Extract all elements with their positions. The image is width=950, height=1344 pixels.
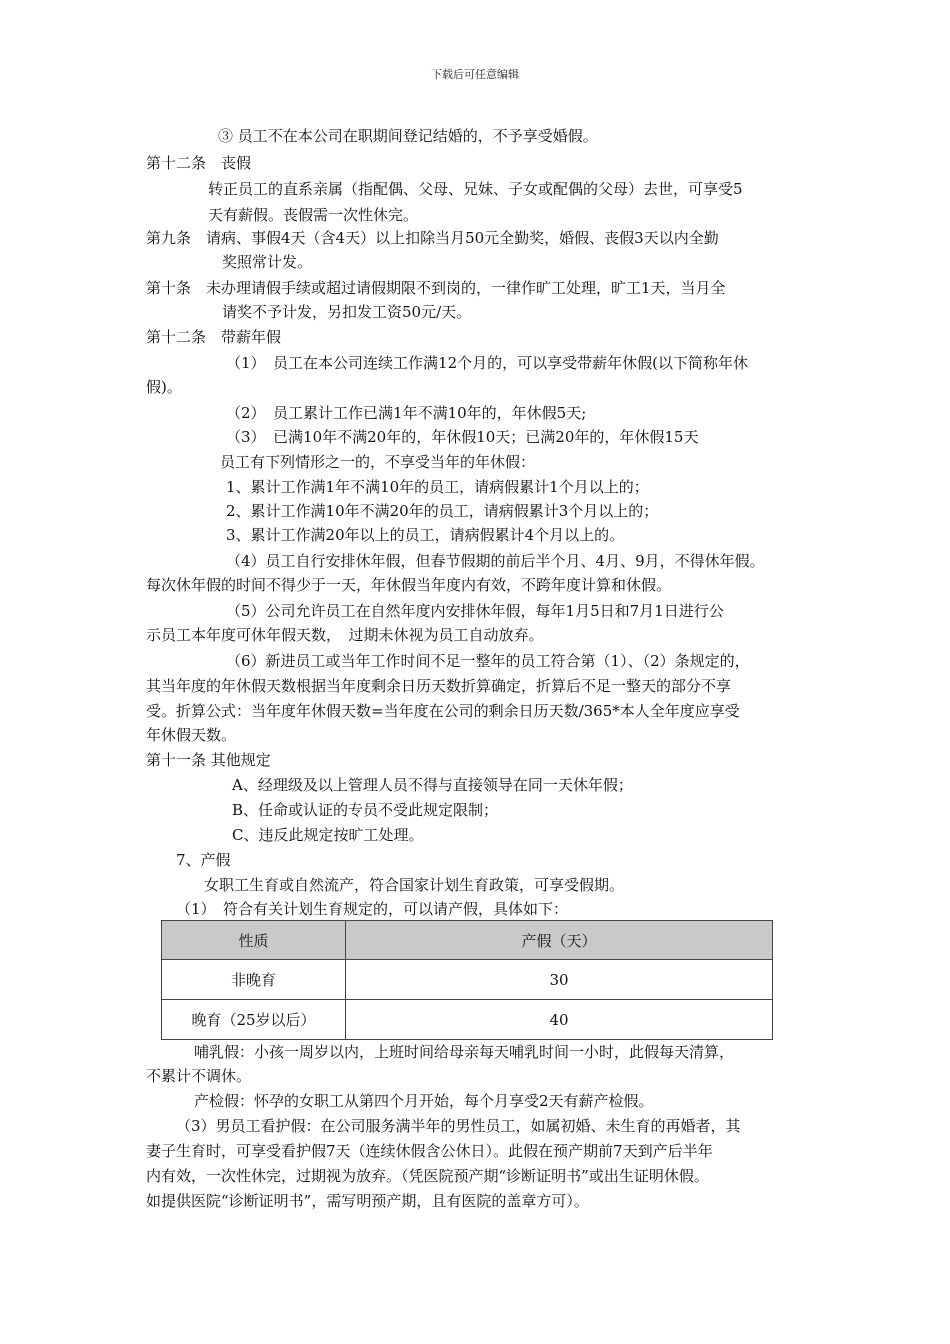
text-line: 每次休年假的时间不得少于一天，年休假当年度内有效，不跨年度计算和休假。	[146, 576, 672, 594]
text-line: 假)。	[146, 378, 182, 396]
text-line: （4）员工自行安排休年假，但春节假期的前后半个月、4月、9月，不得休年假。	[226, 552, 765, 570]
text-line: C、违反此规定按旷工处理。	[232, 826, 424, 844]
text-line: 请奖不予计发，另扣发工资50元/天。	[222, 303, 472, 321]
section-heading: 第十二条 丧假	[146, 154, 252, 172]
text-line: 妻子生育时，可享受看护假7天（连续休假含公休日）。此假在预产期前7天到产后半年	[146, 1142, 713, 1160]
text-line: 示员工本年度可休年假天数， 过期未休视为员工自动放弃。	[146, 626, 544, 644]
table-row	[162, 960, 773, 1000]
text-line: 哺乳假：小孩一周岁以内，上班时间给母亲每天哺乳时间一小时，此假每天清算，	[194, 1043, 735, 1061]
text-line: 奖照常计发。	[222, 253, 313, 271]
table-cell: 非晚育	[162, 960, 346, 1000]
section-heading: 第十二条 带薪年假	[146, 328, 282, 346]
table-header-row	[162, 921, 773, 960]
text-line: 女职工生育或自然流产，符合国家计划生育政策，可享受假期。	[204, 876, 625, 894]
text-line: 员工有下列情形之一的，不享受当年的年休假：	[220, 453, 536, 471]
text-line: 内有效，一次性休完，过期视为放弃。（凭医院预产期“诊断证明书”或出生证明休假。	[146, 1167, 709, 1185]
text-line: 转正员工的直系亲属（指配偶、父母、兄妹、子女或配偶的父母）去世，可享受5	[208, 180, 743, 198]
text-line: （5）公司允许员工在自然年度内安排休年假，每年1月5日和7月1日进行公	[226, 602, 724, 620]
text-line: 受。折算公式：当年度年休假天数=当年度在公司的剩余日历天数/365*本人全年度应享受	[146, 702, 740, 720]
text-line: 如提供医院“诊断证明书”，需写明预产期，且有医院的盖章方可）。	[146, 1192, 589, 1210]
section-heading: 第九条 请病、事假4天（含4天）以上扣除当月50元全勤奖，婚假、丧假3天以内全勤	[146, 229, 719, 247]
text-line: 不累计不调休。	[146, 1067, 252, 1085]
text-line: 产检假：怀孕的女职工从第四个月开始，每个月享受2天有薪产检假。	[194, 1092, 654, 1110]
text-line: B、任命或认证的专员不受此规定限制；	[232, 801, 499, 819]
table-cell: 30	[346, 960, 773, 1000]
maternity-leave-table	[161, 920, 773, 1040]
text-line: ③ 员工不在本公司在职期间登记结婚的，不予享受婚假。	[218, 127, 598, 145]
table-row	[162, 1000, 773, 1040]
table-header-cell: 产假（天）	[346, 921, 773, 960]
text-line: 天有薪假。丧假需一次性休完。	[208, 206, 419, 224]
text-line: 其当年度的年休假天数根据当年度剩余日历天数折算确定，折算后不足一整天的部分不享	[146, 677, 732, 695]
page-header: 下载后可任意编辑	[431, 68, 519, 81]
text-line: （1） 符合有关计划生育规定的，可以请产假，具体如下：	[176, 900, 569, 918]
table-cell: 晚育（25岁以后）	[162, 1000, 346, 1040]
table-header-cell: 性质	[162, 921, 346, 960]
text-line: 2、累计工作满10年不满20年的员工，请病假累计3个月以上的；	[226, 502, 659, 520]
text-line: （3）男员工看护假：在公司服务满半年的男性员工，如属初婚、未生育的再婚者，其	[176, 1117, 741, 1135]
text-line: A、经理级及以上管理人员不得与直接领导在同一天休年假；	[232, 776, 633, 794]
text-line: （2） 员工累计工作已满1年不满10年的，年休假5天;	[226, 404, 587, 422]
text-line: 1、累计工作满1年不满10年的员工，请病假累计1个月以上的；	[226, 478, 649, 496]
section-heading: 第十条 未办理请假手续或超过请假期限不到岗的，一律作旷工处理，旷工1天，当月全	[146, 279, 726, 297]
text-line: （1） 员工在本公司连续工作满12个月的，可以享受带薪年休假(以下简称年休	[226, 354, 748, 372]
text-line: 年休假天数。	[146, 726, 237, 744]
table-cell: 40	[346, 1000, 773, 1040]
text-line: （3） 已满10年不满20年的，年休假10天；已满20年的，年休假15天	[226, 428, 699, 446]
text-line: （6）新进员工或当年工作时间不足一整年的员工符合第（1）、（2）条规定的，	[226, 652, 750, 670]
section-heading: 第十一条 其他规定	[146, 751, 271, 769]
section-heading: 7、产假	[176, 851, 231, 869]
text-line: 3、累计工作满20年以上的员工，请病假累计4个月以上的。	[226, 526, 625, 544]
